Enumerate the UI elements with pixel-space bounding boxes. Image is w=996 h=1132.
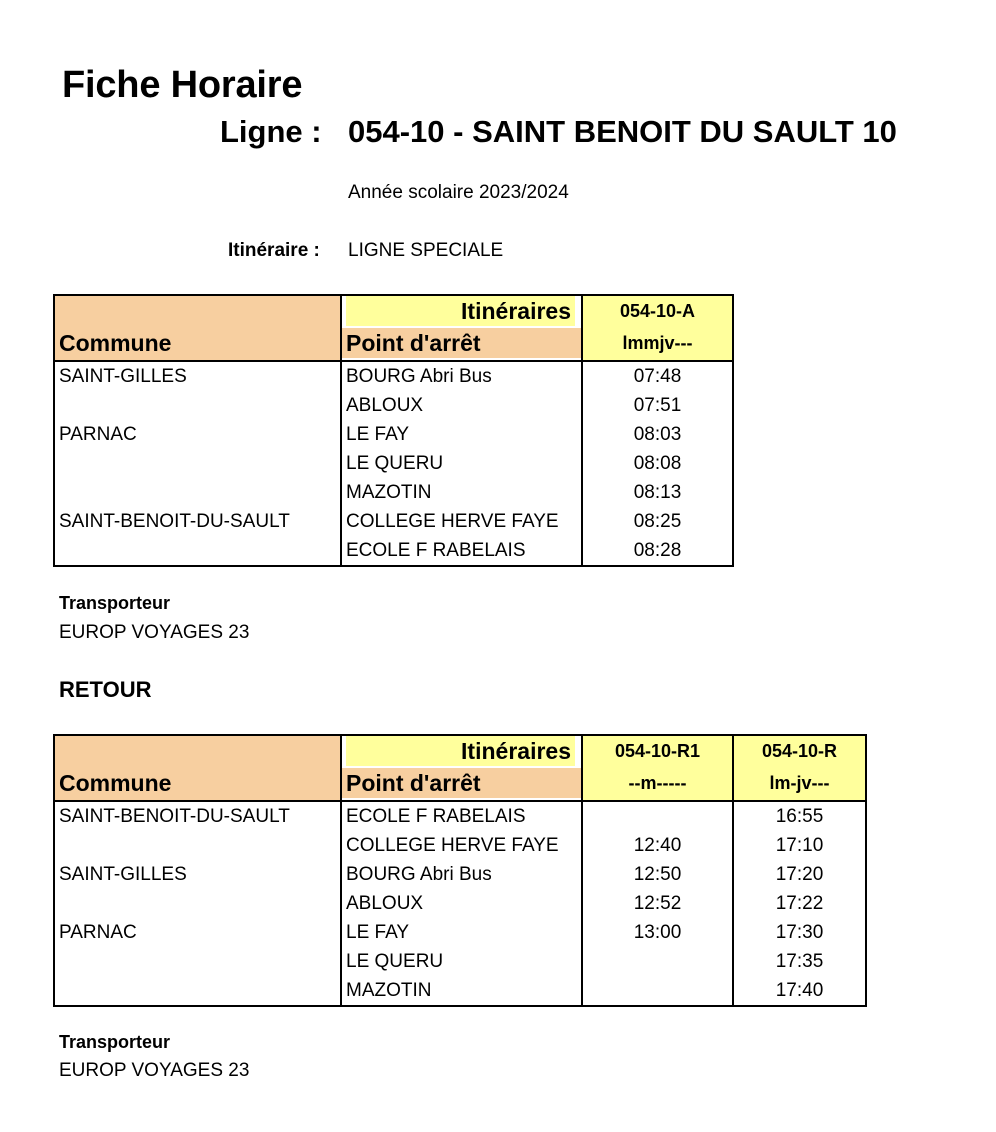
table-row	[54, 801, 866, 831]
table-row	[54, 918, 866, 947]
commune-cell	[54, 889, 341, 918]
header-commune: Commune	[54, 766, 341, 801]
column-days: lm-jv---	[733, 766, 866, 801]
time-cell	[582, 976, 733, 1006]
table-row	[54, 889, 866, 918]
time-cell: 16:55	[733, 801, 866, 831]
commune-cell: PARNAC	[54, 918, 341, 947]
itinerary-label: Itinéraire :	[228, 240, 320, 261]
time-cell: 17:22	[733, 889, 866, 918]
time-cell: 08:08	[582, 449, 733, 478]
header-blank	[54, 295, 341, 326]
commune-cell: SAINT-BENOIT-DU-SAULT	[54, 507, 341, 536]
commune-cell	[54, 976, 341, 1006]
time-cell: 12:50	[582, 860, 733, 889]
header-itineraires: Itinéraires	[341, 295, 582, 326]
time-cell: 17:30	[733, 918, 866, 947]
time-cell: 08:25	[582, 507, 733, 536]
stop-cell: BOURG Abri Bus	[341, 860, 582, 889]
column-days: lmmjv---	[582, 326, 733, 361]
time-cell: 17:40	[733, 976, 866, 1006]
header-itineraires: Itinéraires	[341, 735, 582, 766]
transporteur-label: Transporteur	[59, 1032, 171, 1052]
table-row	[54, 420, 733, 449]
stop-cell: ECOLE F RABELAIS	[341, 801, 582, 831]
time-cell: 08:03	[582, 420, 733, 449]
table-row	[54, 976, 866, 1006]
retour-heading: RETOUR	[59, 677, 152, 702]
header-blank	[54, 735, 341, 766]
line-heading	[220, 114, 897, 150]
commune-cell	[54, 478, 341, 507]
stop-cell: LE FAY	[341, 420, 582, 449]
column-code: 054-10-A	[582, 295, 733, 326]
stop-cell: LE QUERU	[341, 449, 582, 478]
stop-cell: MAZOTIN	[341, 976, 582, 1006]
stop-cell: MAZOTIN	[341, 478, 582, 507]
line-label: Ligne :	[220, 114, 322, 149]
time-cell: 07:48	[582, 361, 733, 391]
column-code: 054-10-R1	[582, 735, 733, 766]
commune-cell	[54, 391, 341, 420]
stop-cell: LE FAY	[341, 918, 582, 947]
table-row	[54, 478, 733, 507]
commune-cell: SAINT-BENOIT-DU-SAULT	[54, 801, 341, 831]
stop-cell: ECOLE F RABELAIS	[341, 536, 582, 566]
return-timetable	[53, 734, 867, 1007]
transporteur-value: EUROP VOYAGES 23	[59, 622, 250, 643]
stop-cell: BOURG Abri Bus	[341, 361, 582, 391]
commune-cell	[54, 947, 341, 976]
commune-cell: PARNAC	[54, 420, 341, 449]
stop-cell: ABLOUX	[341, 391, 582, 420]
commune-cell	[54, 449, 341, 478]
time-cell: 08:28	[582, 536, 733, 566]
commune-cell: SAINT-GILLES	[54, 361, 341, 391]
time-cell: 07:51	[582, 391, 733, 420]
commune-cell	[54, 831, 341, 860]
itinerary-value: LIGNE SPECIALE	[348, 240, 504, 261]
time-cell: 13:00	[582, 918, 733, 947]
school-year: Année scolaire 2023/2024	[348, 182, 569, 203]
time-cell	[582, 801, 733, 831]
page-title: Fiche Horaire	[62, 64, 303, 106]
line-value: 054-10 - SAINT BENOIT DU SAULT 10	[348, 114, 897, 149]
header-commune: Commune	[54, 326, 341, 361]
stop-cell: ABLOUX	[341, 889, 582, 918]
table-row	[54, 860, 866, 889]
outbound-timetable	[53, 294, 734, 567]
table-row	[54, 947, 866, 976]
transporteur-value: EUROP VOYAGES 23	[59, 1060, 250, 1081]
table-row	[54, 831, 866, 860]
stop-cell: COLLEGE HERVE FAYE	[341, 507, 582, 536]
time-cell: 17:35	[733, 947, 866, 976]
time-cell: 12:40	[582, 831, 733, 860]
header-point: Point d'arrêt	[341, 766, 582, 801]
column-code: 054-10-R	[733, 735, 866, 766]
header-point: Point d'arrêt	[341, 326, 582, 361]
stop-cell: LE QUERU	[341, 947, 582, 976]
table-row	[54, 449, 733, 478]
time-cell: 12:52	[582, 889, 733, 918]
commune-cell: SAINT-GILLES	[54, 860, 341, 889]
stop-cell: COLLEGE HERVE FAYE	[341, 831, 582, 860]
table-row	[54, 391, 733, 420]
time-cell: 17:10	[733, 831, 866, 860]
commune-cell	[54, 536, 341, 566]
table-row	[54, 361, 733, 391]
time-cell	[582, 947, 733, 976]
transporteur-label: Transporteur	[59, 593, 171, 613]
time-cell: 08:13	[582, 478, 733, 507]
table-row	[54, 536, 733, 566]
time-cell: 17:20	[733, 860, 866, 889]
column-days: --m-----	[582, 766, 733, 801]
table-row	[54, 507, 733, 536]
